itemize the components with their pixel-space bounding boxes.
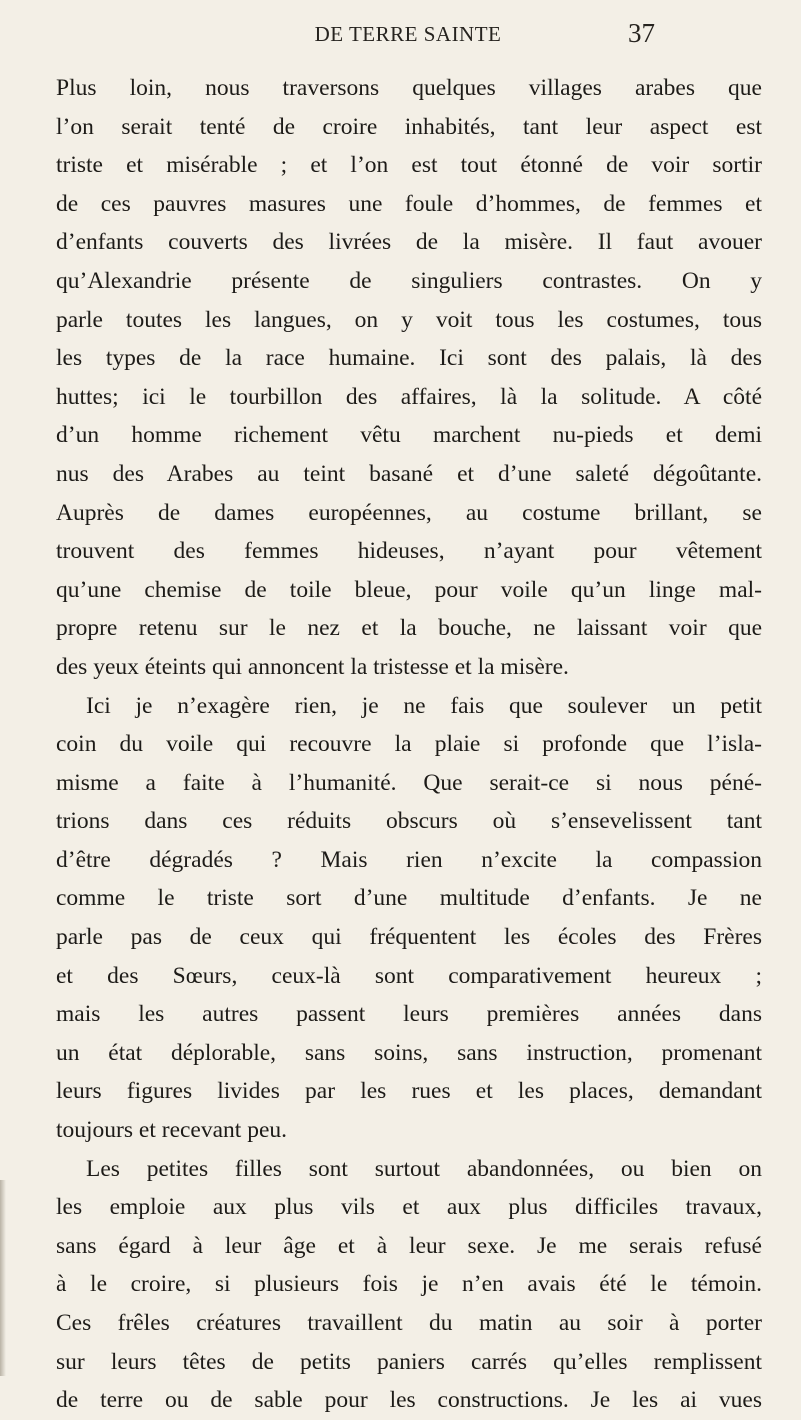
running-head: DE TERRE SAINTE [314, 22, 502, 46]
text-line: Ces frêles créatures travaillent du matin au soir à porter [56, 1310, 762, 1336]
text-line: d’enfants couverts des livrées de la misère. Il faut avouer [56, 229, 762, 256]
text-line: de ces pauvres masures une foule d’hommes, de femmes et [56, 190, 762, 217]
text-line: huttes; ici le tourbillon des affaires, là la solitude. A côté [56, 383, 762, 410]
text-line: qu’Alexandrie présente de singuliers contrastes. On y [56, 267, 762, 294]
text-line: sans égard à leur âge et à leur sexe. Je me serais refusé [56, 1232, 762, 1259]
text-line: de terre ou de sable pour les constructions. Je les ai vues [56, 1387, 762, 1414]
text-line: Ici je n’exagère rien, je ne fais que soulever un petit [86, 692, 762, 719]
body-text [56, 69, 762, 1420]
text-line: comme le triste sort d’une multitude d’enfants. Je ne [56, 885, 762, 912]
text-line: et des Sœurs, ceux-là sont comparativement heureux ; [56, 962, 762, 989]
text-line: nus des Arabes au teint basané et d’une saleté dégoûtante. [56, 460, 762, 487]
text-line: parle pas de ceux qui fréquentent les écoles des Frères [56, 924, 762, 951]
text-line: triste et misérable ; et l’on est tout étonné de voir sortir [56, 152, 762, 179]
text-line: misme a faite à l’humanité. Que serait-ce si nous péné- [56, 769, 762, 796]
text-line: d’être dégradés ? Mais rien n’excite la compassion [56, 846, 762, 873]
text-line: des yeux éteints qui annoncent la tristesse et la misère. [56, 653, 569, 680]
text-line: sur leurs têtes de petits paniers carrés qu’elles remplissent [56, 1348, 762, 1375]
text-line: qu’une chemise de toile bleue, pour voile qu’un linge mal- [56, 576, 762, 603]
text-line: Auprès de dames européennes, au costume brillant, se [56, 499, 762, 526]
text-line: un état déplorable, sans soins, sans instruction, promenant [56, 1039, 762, 1066]
text-line: trouvent des femmes hideuses, n’ayant pour vêtement [56, 538, 762, 565]
paragraph-3 [56, 1150, 762, 1420]
text-line: Les petites filles sont surtout abandonnées, ou bien on [86, 1155, 762, 1182]
paragraph-1 [56, 69, 762, 687]
text-line: les emploie aux plus vils et aux plus difficiles travaux, [56, 1194, 762, 1221]
text-line: coin du voile qui recouvre la plaie si profonde que l’isla- [56, 731, 762, 758]
text-line: à le croire, si plusieurs fois je n’en avais été le témoin. [56, 1271, 762, 1298]
text-line: trions dans ces réduits obscurs où s’ensevelissent tant [56, 808, 762, 835]
text-line: propre retenu sur le nez et la bouche, ne laissant voir que [56, 615, 762, 642]
text-line: d’un homme richement vêtu marchent nu-pieds et demi [56, 422, 762, 449]
text-line: toujours et recevant peu. [56, 1117, 287, 1144]
text-line: leurs figures livides par les rues et les places, demandant [56, 1078, 762, 1105]
paragraph-2 [56, 687, 762, 1150]
page-number: 37 [628, 18, 655, 48]
text-line: mais les autres passent leurs premières années dans [56, 1001, 762, 1028]
text-line: parle toutes les langues, on y voit tous les costumes, tous [56, 306, 762, 333]
text-line: les types de la race humaine. Ici sont des palais, là des [56, 345, 762, 372]
text-line: l’on serait tenté de croire inhabités, tant leur aspect est [56, 113, 762, 140]
binding-shadow [0, 1180, 6, 1376]
text-line: Plus loin, nous traversons quelques villages arabes que [56, 75, 762, 101]
